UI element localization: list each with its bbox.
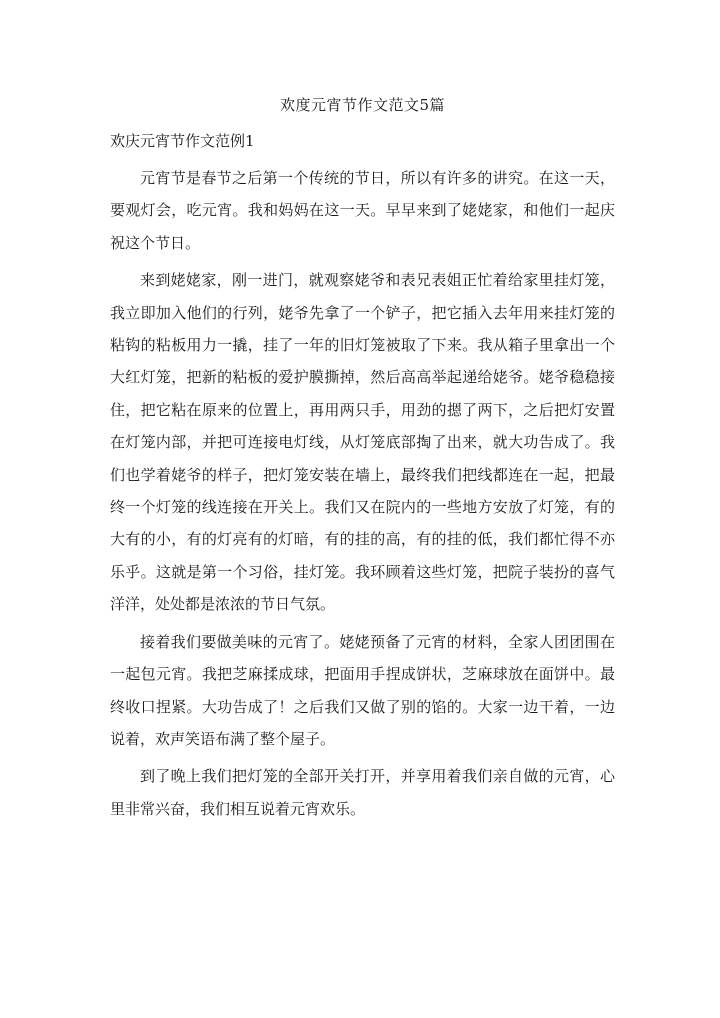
paragraph-2: 来到姥姥家，刚一进门，就观察姥爷和表兄表姐正忙着给家里挂灯笼，我立即加入他们的行列，姥爷先拿了一个铲子，把它插入去年用来挂灯笼的粘钩的粘板用力一撬，挂了一年的旧灯笼被取了下来。我从箱子里拿出一个大红灯笼，把新的粘板的爱护膜撕掉，然后高高举起递给姥爷。姥爷稳稳接住，把它粘在原来的位置上，再用两只手，用劲的摁了两下，之后把灯安置在灯笼内部，并把可连接电灯线，从灯笼底部掏了出来，就大功告成了。我们也学着姥爷的样子，把灯笼安装在墙上，最终我们把线都连在一起，把最终一个灯笼的线连接在开关上。我们又在院内的一些地方安放了灯笼，有的大有的小，有的灯亮有的灯暗，有的挂的高，有的挂的低，我们都忙得不亦乐乎。这就是第一个习俗，挂灯笼。我环顾着这些灯笼，把院子装扮的喜气洋洋，处处都是浓浓的节日气氛。 (110, 271, 615, 614)
paragraph-3: 接着我们要做美味的元宵了。姥姥预备了元宵的材料，全家人团团围在一起包元宵。我把芝麻揉成球，把面用手捏成饼状，芝麻球放在面饼中。最终收口捏紧。大功告成了！之后我们又做了别的馅的。大家一边干着，一边说着，欢声笑语布满了整个屋子。 (110, 632, 615, 748)
paragraph-4: 到了晚上我们把灯笼的全部开关打开，并享用着我们亲自做的元宵，心里非常兴奋，我们相互说着元宵欢乐。 (110, 767, 615, 818)
section-heading: 欢庆元宵节作文范例1 (110, 132, 255, 150)
document-title: 欢度元宵节作文范文5篇 (279, 96, 446, 114)
paragraph-1: 元宵节是春节之后第一个传统的节日，所以有许多的讲究。在这一天，要观灯会，吃元宵。我和妈妈在这一天。早早来到了姥姥家，和他们一起庆祝这个节日。 (110, 169, 615, 252)
document-page (110, 92, 615, 830)
